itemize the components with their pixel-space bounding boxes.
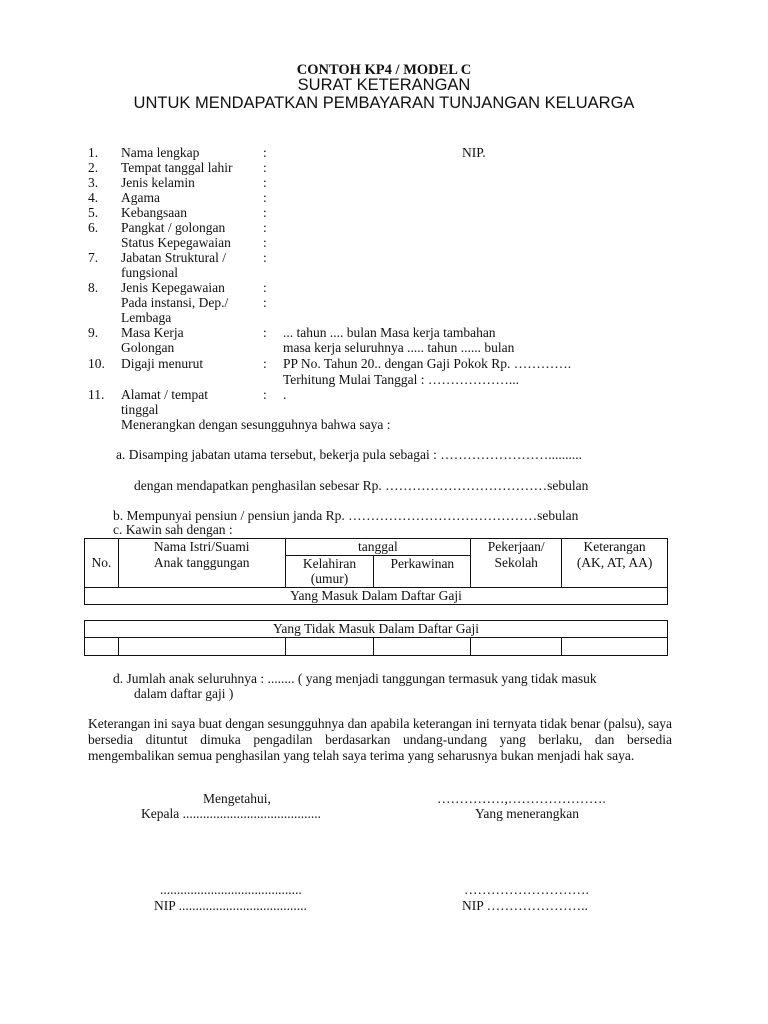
field-colon: : — [263, 175, 267, 190]
field-colon: : — [263, 205, 267, 220]
header-kelahiran-line2: (umur) — [310, 571, 349, 586]
item-d-line2: dalam daftar gaji ) — [134, 686, 234, 701]
field-colon: : — [263, 295, 267, 310]
field-label: Alamat / tempat — [121, 387, 208, 402]
field-number: 7. — [88, 250, 99, 265]
field-value: Terhitung Mulai Tanggal : ………………... — [283, 372, 519, 387]
declaration-paragraph: Keterangan ini saya buat dengan sesungguhnya dan apabila keterangan ini ternyata tidak benar (palsu), saya bersedia dituntut dimuka pengadilan berdasarkan undang-undang yang berlaku, dan bersedia mengembalikan semua penghasilan yang telah saya terima yang seharusnya bukan menjadi hak saya. — [88, 716, 672, 763]
table-cell — [562, 637, 668, 655]
field-number: 2. — [88, 160, 99, 175]
header-pekerjaan — [471, 539, 562, 588]
header-pekerjaan-line2: Sekolah — [494, 554, 538, 570]
acknowledged-label: Mengetahui, — [203, 791, 271, 806]
head-name-line: .......................................... — [160, 882, 302, 897]
field-label: Digaji menurut — [121, 356, 204, 371]
document-title: SURAT KETERANGAN — [297, 76, 471, 94]
field-label: fungsional — [121, 265, 178, 280]
section-in-payroll: Yang Masuk Dalam Daftar Gaji — [85, 587, 668, 604]
header-tanggal: tanggal — [285, 539, 471, 556]
item-a-line: a. Disamping jabatan utama tersebut, bekerja pula sebagai : …………………….......... — [116, 447, 583, 462]
family-table — [84, 538, 668, 605]
table-cell — [85, 637, 119, 655]
field-value: ... tahun .... bulan Masa kerja tambahan — [283, 325, 496, 340]
header-name-line2: Anak tanggungan — [153, 554, 250, 570]
field-colon: : — [263, 325, 267, 340]
field-value: . — [283, 387, 287, 402]
header-keterangan — [562, 539, 668, 588]
field-number: 1. — [88, 145, 99, 160]
field-colon: : — [263, 356, 267, 371]
header-no: No. — [85, 539, 119, 588]
declarant-label: Yang menerangkan — [475, 806, 579, 821]
field-label: Lembaga — [121, 310, 172, 325]
field-number: 10. — [88, 356, 105, 371]
table-cell — [118, 637, 285, 655]
table-cell — [471, 637, 562, 655]
document-code: CONTOH KP4 / MODEL C — [296, 62, 472, 78]
field-label: Status Kepegawaian — [121, 235, 231, 250]
field-label: Golongan — [121, 340, 175, 355]
field-value: masa kerja seluruhnya ..... tahun ...... bulan — [283, 340, 515, 355]
field-label: Kebangsaan — [121, 205, 187, 220]
table-cell — [374, 637, 471, 655]
field-label: Masa Kerja — [121, 325, 184, 340]
head-signatory: Kepala ......................................... — [141, 806, 321, 821]
field-number: 3. — [88, 175, 99, 190]
field-label: Jenis Kepegawaian — [121, 280, 225, 295]
field-label: tinggal — [121, 402, 159, 417]
place-date-line: ……………,…………………. — [437, 791, 606, 806]
item-d-line: d. Jumlah anak seluruhnya : ........ ( yang menjadi tanggungan termasuk yang tidak masuk — [113, 671, 597, 686]
field-number: 11. — [88, 387, 105, 402]
header-kelahiran-line1: Kelahiran — [302, 555, 357, 571]
field-colon: : — [263, 235, 267, 250]
field-colon: : — [263, 250, 267, 265]
statement-intro: Menerangkan dengan sesungguhnya bahwa saya : — [121, 417, 391, 432]
field-label: Jabatan Struktural / — [121, 250, 226, 265]
field-colon: : — [263, 190, 267, 205]
family-table-excluded — [84, 620, 668, 656]
field-number: 6. — [88, 220, 99, 235]
header-name — [118, 539, 285, 588]
field-label: Pada instansi, Dep./ — [121, 295, 229, 310]
field-label: Jenis kelamin — [121, 175, 195, 190]
field-colon: : — [263, 160, 267, 175]
header-name-line1: Nama Istri/Suami — [153, 539, 250, 554]
head-nip: NIP ...................................... — [154, 898, 307, 913]
table-cell — [285, 637, 374, 655]
document-subtitle: UNTUK MENDAPATKAN PEMBAYARAN TUNJANGAN KELUARGA — [133, 94, 635, 112]
item-b-line: b. Mempunyai pensiun / pensiun janda Rp. ……………………………………sebulan — [113, 508, 579, 523]
field-colon: : — [263, 145, 267, 160]
field-number: 4. — [88, 190, 99, 205]
header-keterangan-line1: Keterangan — [583, 539, 646, 554]
field-colon: : — [263, 280, 267, 295]
declarant-name-line: ………………………. — [464, 882, 589, 897]
field-label: Nama lengkap — [121, 145, 200, 160]
field-colon: : — [263, 387, 267, 402]
header-kelahiran — [285, 555, 374, 587]
header-perkawinan: Perkawinan — [374, 555, 471, 587]
nip-label: NIP. — [462, 145, 486, 160]
header-pekerjaan-line1: Pekerjaan/ — [487, 539, 545, 554]
field-number: 9. — [88, 325, 99, 340]
field-number: 8. — [88, 280, 99, 295]
field-label: Agama — [121, 190, 160, 205]
declarant-nip: NIP ………………….. — [462, 898, 588, 913]
item-a-income-line: dengan mendapatkan penghasilan sebesar Rp. ………………………………sebulan — [134, 478, 589, 493]
field-value: PP No. Tahun 20.. dengan Gaji Pokok Rp. …………. — [283, 356, 572, 371]
field-label: Pangkat / golongan — [121, 220, 226, 235]
header-keterangan-line2: (AK, AT, AA) — [576, 554, 653, 570]
section-not-in-payroll: Yang Tidak Masuk Dalam Daftar Gaji — [85, 621, 668, 638]
field-label: Tempat tanggal lahir — [121, 160, 233, 175]
field-number: 5. — [88, 205, 99, 220]
item-c-line: c. Kawin sah dengan : — [113, 522, 233, 537]
field-colon: : — [263, 220, 267, 235]
